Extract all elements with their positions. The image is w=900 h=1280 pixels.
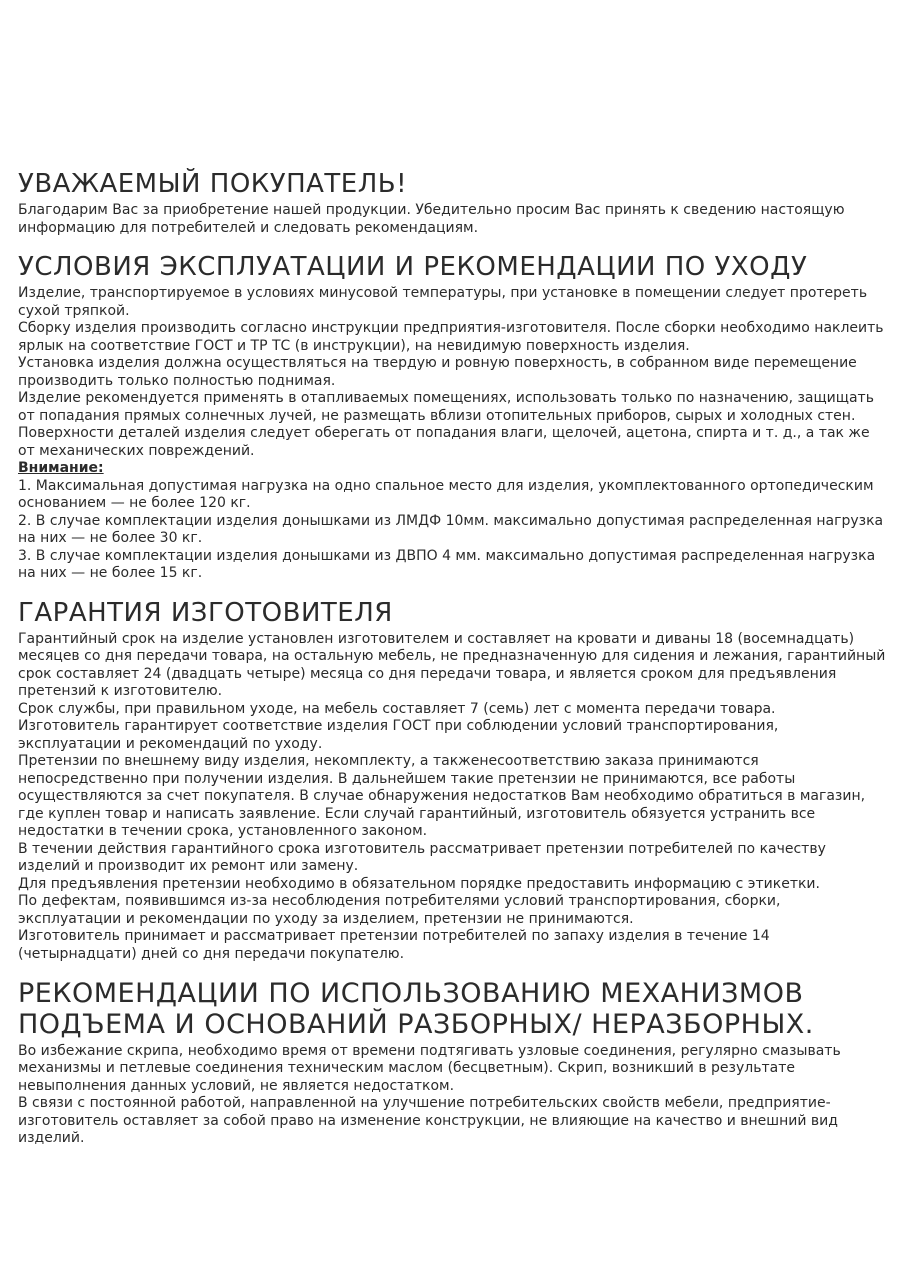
paragraph: Благодарим Вас за приобретение нашей продукции. Убедительно просим Вас принять к сведению настоящую информацию для потребителей и следовать рекомендациям.: [18, 202, 845, 236]
paragraph: Претензии по внешнему виду изделия, некомплекту, а такженесоответствию заказа принимаются непосредственно при получении изделия. В дальнейшем такие претензии не принимаются, все работы осуществляются за счет покупателя. В случае обнаружения недостатков Вам необходимо обратиться в магазин, где куплен товар и написать заявление. Если случай гарантийный, изготовитель обязуется устранить все недостатки в течении срока, установленного законом.: [18, 753, 866, 840]
paragraph: Сборку изделия производить согласно инструкции предприятия-изготовителя. После сборки необходимо наклеить ярлык на соответствие ГОСТ и ТР ТС (в инструкции), на невидимую поверхность изделия.: [18, 320, 884, 354]
section-manufacturer-warranty: [18, 599, 886, 964]
section-heading-manufacturer-warranty: ГАРАНТИЯ ИЗГОТОВИТЕЛЯ: [18, 597, 393, 628]
paragraph: По дефектам, появившимся из-за несоблюдения потребителями условий транспортирования, сборки, эксплуатации и рекомендации по уходу за изделием, претензии не принимаются.: [18, 893, 781, 927]
paragraph: Установка изделия должна осуществляться на твердую и ровную поверхность, в собранном виде перемещение производить только полностью поднимая.: [18, 355, 857, 389]
paragraph: В связи с постоянной работой, направленной на улучшение потребительских свойств мебели, предприятие-изготовитель оставляет за собой право на изменение конструкции, не влияющие на качество и внешний вид изделий.: [18, 1095, 838, 1147]
section-heading-dear-customer: УВАЖАЕМЫЙ ПОКУПАТЕЛЬ!: [18, 169, 408, 199]
section-heading-operating-conditions: УСЛОВИЯ ЭКСПЛУАТАЦИИ И РЕКОМЕНДАЦИИ ПО УХОДУ: [18, 252, 808, 283]
section-operating-conditions: [18, 253, 886, 583]
section-mechanism-recommendations: [18, 979, 886, 1147]
paragraph: Гарантийный срок на изделие установлен изготовителем и составляет на кровати и диваны 18 (восемнадцать) месяцев со дня передачи товара, на остальную мебель, не предназначенную для сидения и лежания, гарантийный срок составляет 24 (двадцать четыре) месяца со дня передачи товара, и является сроком для предъявления претензий к изготовителю.: [18, 630, 886, 700]
paragraph: Поверхности деталей изделия следует оберегать от попадания влаги, щелочей, ацетона, спирта и т. д., а так же от механических повреждений.: [18, 425, 870, 459]
attention-item: 3. В случае комплектации изделия донышками из ДВПО 4 мм. максимально допустимая распределенная нагрузка на них — не более 15 кг.: [18, 547, 876, 582]
paragraph: Для предъявления претензии необходимо в обязательном порядке предоставить информацию с этикетки.: [18, 875, 820, 892]
paragraph: Изделие, транспортируемое в условиях минусовой температуры, при установке в помещении следует протереть сухой тряпкой.: [18, 285, 868, 319]
paragraph: Срок службы, при правильном уходе, на мебель составляет 7 (семь) лет с момента передачи товара.: [18, 700, 776, 717]
paragraph: Изготовитель принимает и рассматривает претензии потребителей по запаху изделия в течение 14 (четырнадцати) дней со дня передачи покупателю.: [18, 928, 770, 962]
paragraph: Изделие рекомендуется применять в отапливаемых помещениях, использовать только по назначению, защищать от попадания прямых солнечных лучей, не размещать вблизи отопительных приборов, сырых и холодных стен.: [18, 390, 874, 424]
paragraph: В течении действия гарантийного срока изготовитель рассматривает претензии потребителей по качеству изделий и производит их ремонт или замену.: [18, 840, 826, 875]
paragraph: Во избежание скрипа, необходимо время от времени подтягивать узловые соединения, регулярно смазывать механизмы и петлевые соединения техническим маслом (бесцветным). Скрип, возникший в результате невыполнения данных условий, не является недостатком.: [18, 1042, 841, 1094]
paragraph: Изготовитель гарантирует соответствие изделия ГОСТ при соблюдении условий транспортирования, эксплуатации и рекомендаций по уходу.: [18, 718, 779, 752]
attention-item: 2. В случае комплектации изделия донышками из ЛМДФ 10мм. максимально допустимая распределенная нагрузка на них — не более 30 кг.: [18, 512, 884, 547]
attention-label: Внимание:: [18, 460, 104, 477]
attention-item: 1. Максимальная допустимая нагрузка на одно спальное место для изделия, укомплектованного ортопедическим основанием — не более 120 кг.: [18, 477, 874, 512]
section-heading-mechanism-recommendations: РЕКОМЕНДАЦИИ ПО ИСПОЛЬЗОВАНИЮ МЕХАНИЗМОВ ПОДЪЕМА И ОСНОВАНИЙ РАЗБОРНЫХ/ НЕРАЗБОРНЫХ.: [18, 978, 814, 1040]
section-dear-customer: [18, 170, 886, 237]
